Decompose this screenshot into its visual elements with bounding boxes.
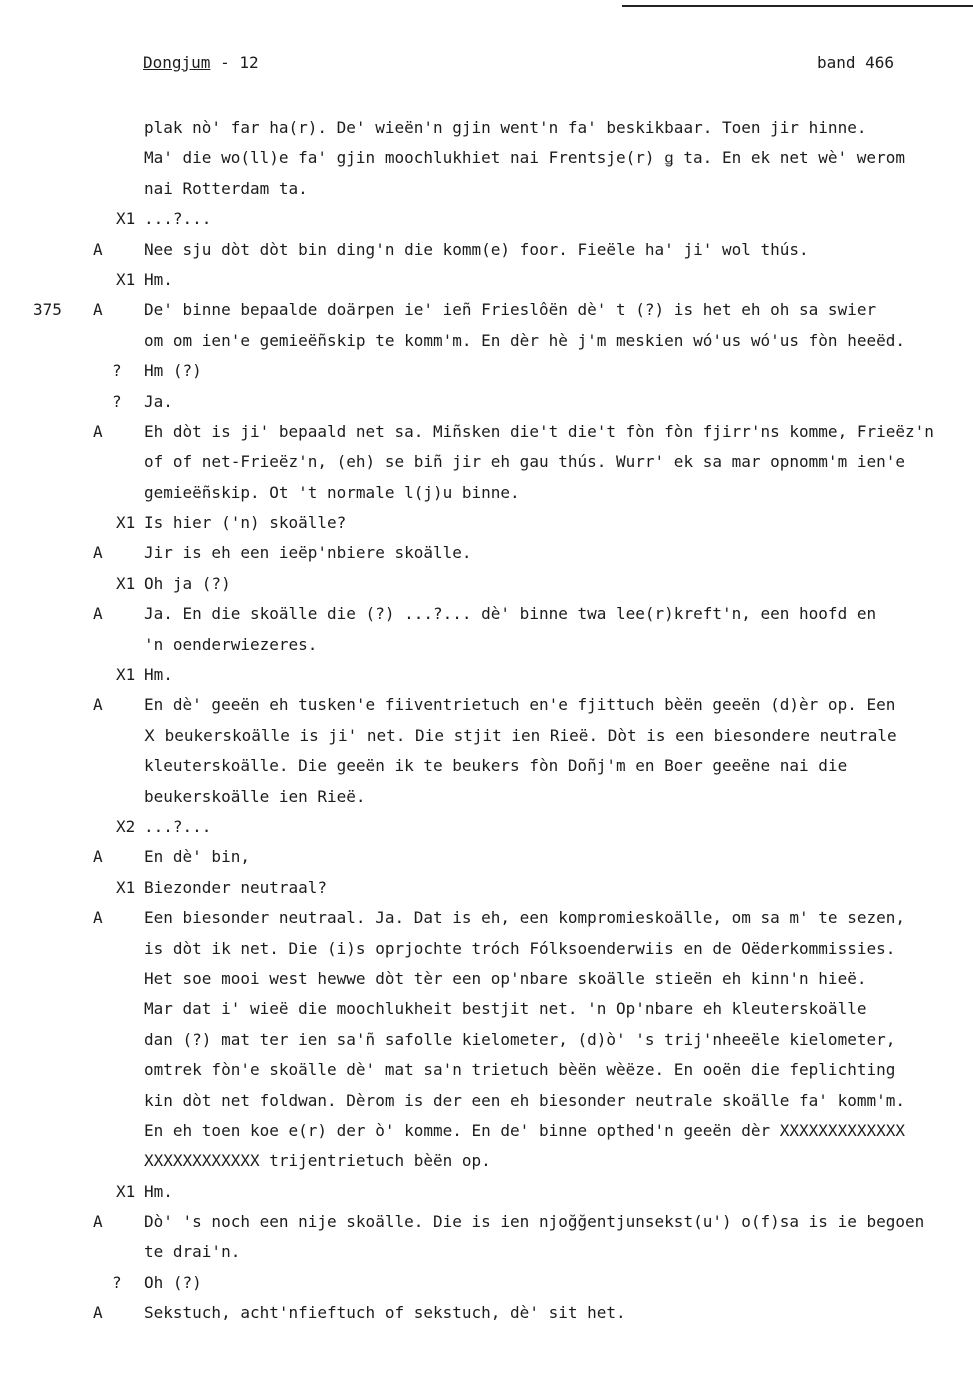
transcript-line: [0, 1025, 973, 1055]
utterance-text: beukerskoälle ien Rieë.: [144, 786, 366, 806]
utterance-text: te drai'n.: [144, 1242, 241, 1262]
transcript-line: [0, 1237, 973, 1267]
utterance-text: omtrek fòn'e skoälle dè' mat sa'n trietuch bèën wèëze. En ooën die feplichting: [144, 1060, 896, 1080]
speaker-label: A: [93, 421, 103, 441]
utterance-text: Hm.: [144, 1181, 173, 1201]
transcript-line: [0, 1146, 973, 1176]
transcript-line: [0, 1177, 973, 1207]
transcript-line: [0, 538, 973, 568]
utterance-text: dan (?) mat ter ien sa'ñ safolle kielometer, (d)ò' 's trij'nheeële kielometer,: [144, 1029, 896, 1049]
transcript-line: [0, 1055, 973, 1085]
utterance-text: kin dòt net foldwan. Dèrom is der een eh biesonder neutrale skoälle fa' komm'm.: [144, 1090, 905, 1110]
transcript-line: [0, 964, 973, 994]
speaker-label: ?: [112, 391, 122, 411]
utterance-text: Eh dòt is ji' bepaald net sa. Miñsken die't die't fòn fòn fjirr'ns komme, Frieëz'n: [144, 421, 934, 441]
utterance-text: Hm (?): [144, 361, 202, 381]
speaker-label: A: [93, 543, 103, 563]
utterance-text: Jir is eh een ieëp'nbiere skoälle.: [144, 543, 472, 563]
transcript-line: [0, 1207, 973, 1237]
transcript-line: [0, 113, 973, 143]
transcript-line: [0, 569, 973, 599]
transcript-line: [0, 447, 973, 477]
utterance-text: Ma' die wo(ll)e fa' gjin moochlukhiet nai Frentsje(r) ǥ ta. En ek net wè' werom: [144, 148, 905, 168]
transcript-line: [0, 1298, 973, 1328]
speaker-label: ?: [112, 361, 122, 381]
transcript-line: [0, 690, 973, 720]
utterance-text: Het soe mooi west hewwe dòt tèr een op'nbare skoälle stieën eh kinn'n hieë.: [144, 968, 867, 988]
utterance-text: 'n oenderwiezeres.: [144, 634, 318, 654]
utterance-text: Oh ja (?): [144, 573, 231, 593]
utterance-text: plak nò' far ha(r). De' wieën'n gjin went'n fa' beskikbaar. Toen jir hinne.: [144, 118, 867, 137]
transcript-line: [0, 387, 973, 417]
transcript-line: [0, 143, 973, 173]
header-band: band 466: [817, 53, 895, 72]
transcript-line: [0, 295, 973, 325]
top-rule: [622, 5, 973, 7]
transcript-line: [0, 599, 973, 629]
speaker-label: A: [93, 239, 103, 259]
transcript-line: [0, 356, 973, 386]
transcript-line: [0, 934, 973, 964]
speaker-label: ?: [112, 1272, 122, 1292]
header-page-number: 12: [239, 53, 259, 72]
speaker-label: A: [93, 695, 103, 715]
utterance-text: Ⅹ beukerskoälle is ji' net. Die stjit ien Rieë. Dòt is een biesondere neutrale: [144, 725, 897, 745]
transcript-line: [0, 721, 973, 751]
transcript-line: [0, 265, 973, 295]
speaker-label: X1: [116, 269, 136, 289]
speaker-label: X1: [116, 665, 136, 685]
speaker-label: X1: [116, 513, 136, 533]
utterance-text: ...?...: [144, 816, 212, 836]
transcript-line: [0, 508, 973, 538]
transcript-line: [0, 204, 973, 234]
transcript-line: [0, 1116, 973, 1146]
utterance-text: ...?...: [144, 209, 212, 229]
utterance-text: Biezonder neutraal?: [144, 877, 328, 897]
utterance-text: Sekstuch, acht'nfieftuch of sekstuch, dè' sit het.: [144, 1303, 626, 1323]
transcript-line: [0, 326, 973, 356]
transcript-line: [0, 174, 973, 204]
utterance-text: Ja. En die skoälle die (?) ...?... dè' binne twa lee(r)kreft'n, een hoofd en: [144, 604, 877, 624]
utterance-text: Ja.: [144, 391, 173, 411]
utterance-text: En eh toen koe e(r) der ò' komme. En de' binne opthed'n geeën dèr XXXXXXXXXXXXX: [144, 1120, 905, 1140]
speaker-label: A: [93, 847, 103, 867]
utterance-text: gemieëñskip. Ot 't normale l(j)u binne.: [144, 482, 520, 502]
utterance-text: Nee sju dòt dòt bin ding'n die komm(e) foor. Fieële ha' ji' wol thús.: [144, 239, 809, 259]
speaker-label: X1: [116, 573, 136, 593]
utterance-text: En dè' geeën eh tusken'e fiiventrietuch en'e fjittuch bèën geeën (d)èr op. Een: [144, 695, 896, 715]
transcript-line: [0, 842, 973, 872]
speaker-label: A: [93, 1303, 103, 1323]
transcript-line: [0, 782, 973, 812]
utterance-text: Is hier ('n) skoälle?: [144, 513, 347, 533]
utterance-text: kleuterskoälle. Die geeën ik te beukers fòn Doñj'm en Boer geeëne nai die: [144, 756, 848, 776]
speaker-label: X2: [116, 816, 136, 836]
utterance-text: Hm.: [144, 269, 173, 289]
speaker-label: X1: [116, 1181, 136, 1201]
transcript-line: [0, 751, 973, 781]
page-header-left: [143, 53, 259, 72]
transcript-line: [0, 873, 973, 903]
utterance-text: De' binne bepaalde doärpen ie' ieñ Frieslôën dè' t (?) is het eh oh sa swier: [144, 300, 877, 320]
utterance-text: nai Rotterdam ta.: [144, 178, 308, 198]
line-number: 375: [33, 300, 62, 320]
transcript-line: [0, 235, 973, 265]
speaker-label: A: [93, 300, 103, 320]
speaker-label: A: [93, 908, 103, 928]
transcript-line: [0, 660, 973, 690]
utterance-text: is dòt ik net. Die (i)s oprjochte tróch Fólksoenderwiis en de Oëderkommissies.: [144, 938, 896, 958]
utterance-text: Een biesonder neutraal. Ja. Dat is eh, een kompromieskoälle, om sa m' te sezen,: [144, 908, 905, 928]
speaker-label: A: [93, 1212, 103, 1232]
transcript-line: [0, 630, 973, 660]
transcript-line: [0, 1268, 973, 1298]
utterance-text: Hm.: [144, 665, 173, 685]
speaker-label: A: [93, 604, 103, 624]
speaker-label: X1: [116, 209, 136, 229]
transcript-line: [0, 417, 973, 447]
utterance-text: Oh (?): [144, 1272, 202, 1292]
transcript-line: [0, 812, 973, 842]
transcript: [0, 113, 973, 1329]
utterance-text: Dò' 's noch een nije skoälle. Die is ien njoğğentjunsekst(u') o(f)sa is ie begoen: [144, 1212, 925, 1232]
utterance-text: XXXXXXXXXXXX trijentrietuch bèën op.: [144, 1151, 491, 1171]
header-place: Dongjum: [143, 53, 211, 72]
transcript-line: [0, 903, 973, 933]
utterance-text: En dè' bin,: [144, 847, 250, 867]
transcript-line: [0, 1086, 973, 1116]
utterance-text: om om ien'e gemieëñskip te komm'm. En dèr hè j'm meskien wó'us wó'us fòn heeëd.: [144, 330, 905, 350]
header-separator: -: [210, 53, 240, 72]
transcript-line: [0, 478, 973, 508]
utterance-text: of of net-Frieëz'n, (eh) se biñ jir eh gau thús. Wurr' ek sa mar opnomm'm ien'e: [144, 452, 905, 472]
transcript-line: [0, 994, 973, 1024]
speaker-label: X1: [116, 877, 136, 897]
utterance-text: Mar dat i' wieë die moochlukheit bestjit net. 'n Op'nbare eh kleuterskoälle: [144, 999, 867, 1019]
